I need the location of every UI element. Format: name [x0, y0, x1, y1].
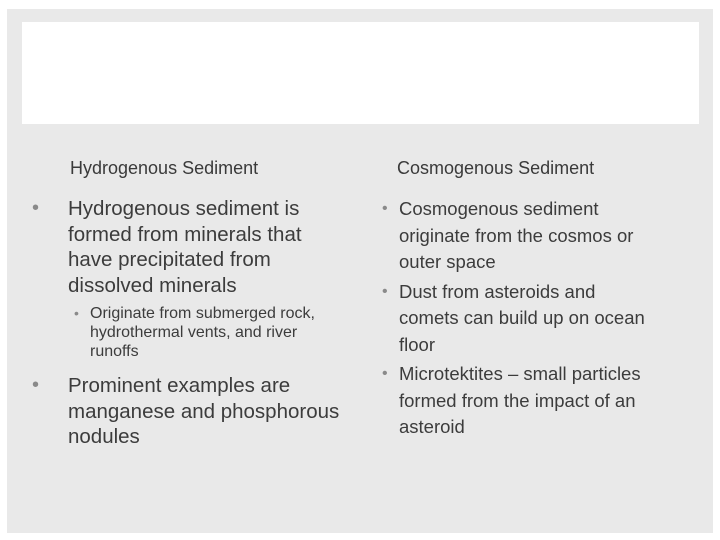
list-item [382, 279, 682, 359]
list-item-text: Hydrogenous sediment is formed from minerals that have precipitated from dissolved minerals [68, 197, 302, 297]
list-item-text: Microtektites – small particles formed from the impact of an asteroid [399, 363, 641, 437]
list-item-text: Dust from asteroids and comets can build up on ocean floor [399, 280, 645, 355]
list-item [382, 361, 682, 441]
list-item [382, 196, 682, 276]
sub-bullet-list [68, 304, 352, 361]
bullet-icon: • [74, 305, 79, 321]
title-placeholder [22, 22, 699, 124]
sub-list-item-text: Originate from submerged rock, hydrothermal vents, and river runoffs [90, 305, 315, 360]
list-item-text: Cosmogenous sediment originate from the cosmos or outer space [399, 198, 634, 272]
bullet-icon: • [382, 200, 388, 217]
list-item-text: Prominent examples are manganese and phosphorous nodules [68, 374, 340, 448]
left-column [32, 196, 352, 456]
left-column-heading: Hydrogenous Sediment [70, 158, 259, 178]
list-item [32, 373, 352, 450]
right-column [382, 196, 682, 444]
right-column-heading: Cosmogenous Sediment [397, 158, 595, 178]
left-bullet-list [32, 196, 352, 450]
bullet-icon: • [32, 374, 40, 396]
bullet-icon: • [32, 197, 40, 219]
bullet-icon: • [382, 365, 388, 382]
sub-list-item [68, 304, 352, 361]
right-bullet-list [382, 196, 682, 441]
bullet-icon: • [382, 282, 388, 300]
list-item [32, 196, 352, 361]
